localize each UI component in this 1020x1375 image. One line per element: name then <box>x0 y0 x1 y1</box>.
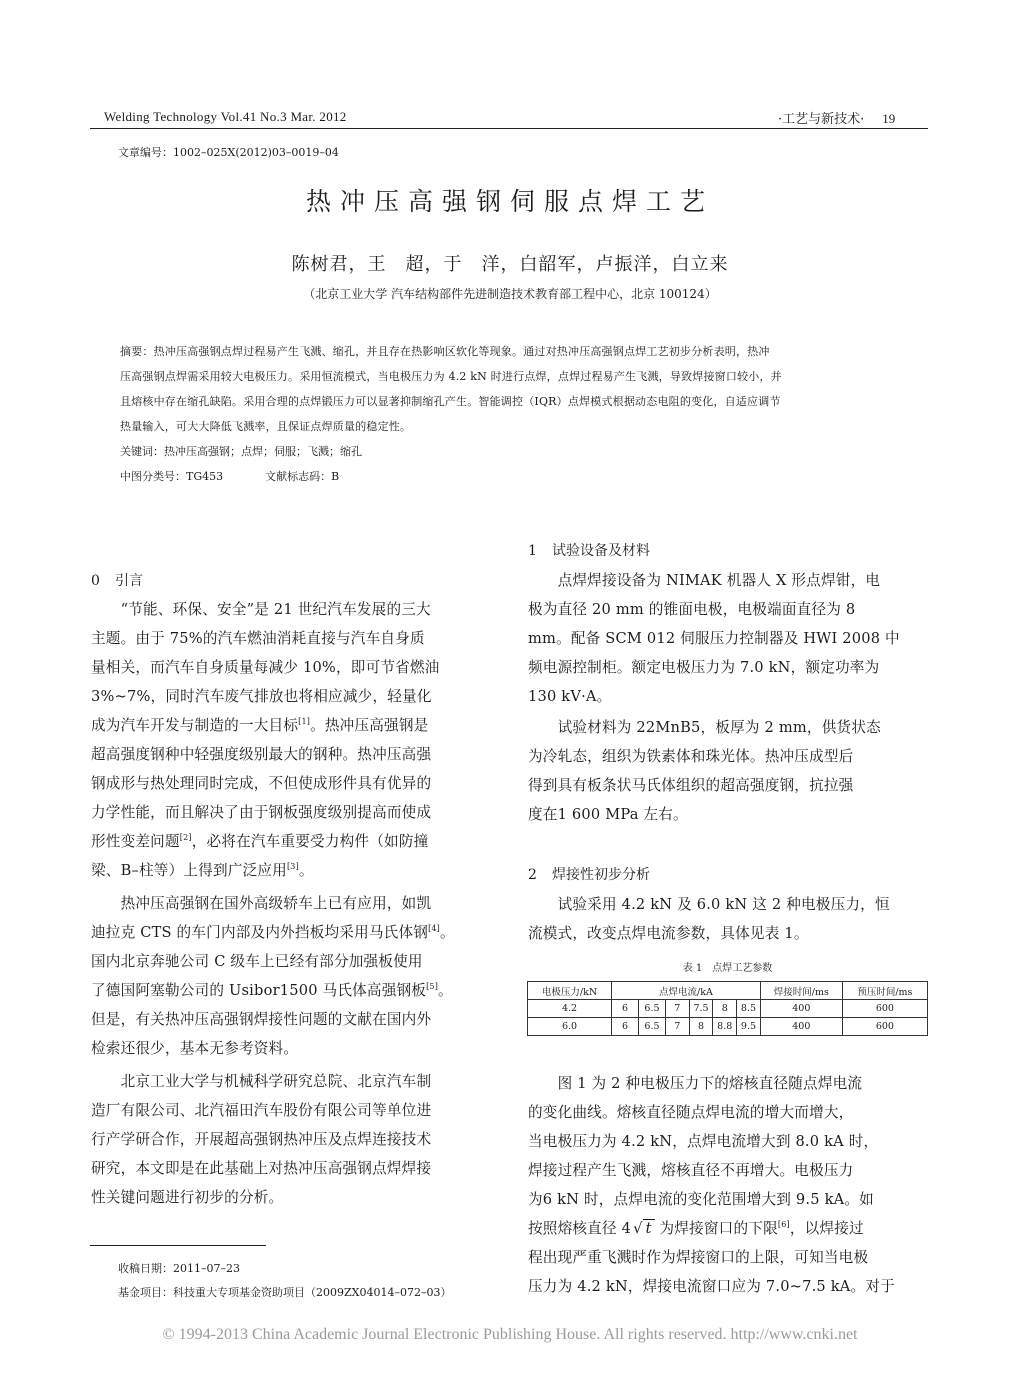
text-segment: 成为汽车开发与制造的一大目标 <box>91 717 299 734</box>
text-line: 焊接过程产生飞溅，熔核直径不再增大。电极压力 <box>528 1162 854 1179</box>
text-line: 当电极压力为 4.2 kN，点焊电流增大到 8.0 kA 时， <box>528 1133 879 1150</box>
text-line: 试验材料为 22MnB5，板厚为 2 mm，供货状态 <box>528 719 881 736</box>
text-segment: 。 <box>298 862 314 879</box>
text-segment: 按照熔核直径 4 <box>528 1220 632 1237</box>
text-segment: ，以焊接过 <box>789 1220 864 1237</box>
text-line: 钢成形与热处理同时完成，不但使成形件具有优异的 <box>91 775 432 792</box>
table-cell: 6.5 <box>639 1000 666 1018</box>
text-segment: ，必将在汽车重要受力构件（如防撞 <box>191 833 429 850</box>
section-2-heading <box>528 864 650 884</box>
text-line <box>91 921 455 942</box>
text-line: 得到具有板条状马氏体组织的超高强度钢，抗拉强 <box>528 777 854 794</box>
article-number: 文章编号：1002–025X(2012)03–0019–04 <box>118 146 339 159</box>
received-date: 收稿日期：2011–07–23 <box>118 1262 240 1275</box>
text-line: 频电源控制柜。额定电极压力为 7.0 kN，额定功率为 <box>528 659 880 676</box>
text-segment: 。 <box>438 982 453 999</box>
section-0-heading <box>91 570 143 590</box>
table-cell: 6.5 <box>639 1018 666 1036</box>
text-line: 国内北京奔驰公司 C 级车上已经有部分加强板使用 <box>91 953 423 970</box>
document-code: 文献标志码：B <box>265 470 340 483</box>
table-row <box>528 1018 928 1036</box>
table-cell: 4.2 <box>528 1000 612 1018</box>
table-cell: 400 <box>760 1000 842 1018</box>
text-line: 流模式，改变点焊电流参数，具体见表 1。 <box>528 925 809 942</box>
journal-header: Welding Technology Vol.41 No.3 Mar. 2012 <box>104 109 347 124</box>
text-line: 3%~7%，同时汽车废气排放也将相应减少，轻量化 <box>91 688 432 705</box>
sqrt-radicand: t <box>643 1219 655 1237</box>
copyright-watermark: © 1994-2013 China Academic Journal Electronic Publishing House. All rights reserved. http://www.cnki.net <box>162 1326 858 1343</box>
table-cell: 8.5 <box>737 1000 761 1018</box>
clc-number: 中图分类号：TG453 <box>120 470 224 483</box>
table-row <box>528 1000 928 1018</box>
text-line: 程出现严重飞溅时作为焊接窗口的上限，可知当电极 <box>528 1249 869 1266</box>
sqrt-symbol: √ <box>633 1220 643 1237</box>
text-line: “节能、环保、安全”是 21 世纪汽车发展的三大 <box>91 601 431 618</box>
text-line: 130 kV·A。 <box>528 688 612 705</box>
text-line: 量相关，而汽车自身质量每减少 10%，即可节省燃油 <box>91 659 440 676</box>
citation: [5] <box>426 982 439 991</box>
section-number: 1 <box>528 543 537 559</box>
table-cell: 7.5 <box>689 1000 713 1018</box>
citation: [3] <box>286 862 299 871</box>
text-line: 超高强度钢种中轻强度级别最大的钢种。热冲压高强 <box>91 746 432 763</box>
section-1-heading <box>528 540 650 560</box>
fund-note: 基金项目：科技重大专项基金资助项目（2009ZX04014–072–03） <box>118 1286 452 1299</box>
text-line: 行产学研合作，开展超高强钢热冲压及点焊连接技术 <box>91 1131 432 1148</box>
text-line: 研究，本文即是在此基础上对热冲压高强钢点焊焊接 <box>91 1160 432 1177</box>
text-segment: 。热冲压高强钢是 <box>310 717 429 734</box>
table-header: 点焊电流/kA <box>612 982 761 1000</box>
text-segment: 。 <box>440 924 455 941</box>
section-title: 试验设备及材料 <box>552 543 650 559</box>
section-header <box>778 108 895 127</box>
text-segment: 形性变差问题 <box>91 833 180 850</box>
table-cell: 7 <box>665 1018 689 1036</box>
table-cell: 6.0 <box>528 1018 612 1036</box>
text-line: 北京工业大学与机械科学研究总院、北京汽车制 <box>91 1073 432 1090</box>
table-cell: 9.5 <box>737 1018 761 1036</box>
table-header: 预压时间/ms <box>842 982 927 1000</box>
text-line: mm。配备 SCM 012 伺服压力控制器及 HWI 2008 中 <box>528 630 900 647</box>
table-cell: 7 <box>665 1000 689 1018</box>
affiliation: （北京工业大学 汽车结构部件先进制造技术教育部工程中心，北京 100124） <box>303 287 717 301</box>
table-cell: 6 <box>612 1018 639 1036</box>
text-line: 但是，有关热冲压高强钢焊接性问题的文献在国内外 <box>91 1011 432 1028</box>
table-header: 焊接时间/ms <box>760 982 842 1000</box>
text-segment: 迪拉克 CTS 的车门内部及内外挡板均采用马氏体钢 <box>91 924 429 941</box>
table-1 <box>527 981 928 1036</box>
text-segment: 梁、B–柱等）上得到广泛应用 <box>91 862 287 879</box>
footnote-rule <box>90 1245 266 1246</box>
citation: [6] <box>777 1220 790 1229</box>
text-line <box>91 714 428 735</box>
section-number: 2 <box>528 867 537 883</box>
table-cell: 6 <box>612 1000 639 1018</box>
citation: [2] <box>179 833 192 842</box>
table-header: 电极压力/kN <box>528 982 612 1000</box>
table-cell: 8 <box>689 1018 713 1036</box>
text-line: 度在1 600 MPa 左右。 <box>528 806 688 823</box>
page-number: 19 <box>882 111 896 126</box>
authors: 陈树君，王 超，于 洋，白韶军，卢振洋，白立来 <box>291 254 729 275</box>
text-line: 检索还很少，基本无参考资料。 <box>91 1040 299 1057</box>
text-line <box>91 859 314 880</box>
abstract-line: 摘要：热冲压高强钢点焊过程易产生飞溅、缩孔，并且存在热影响区软化等现象。通过对热冲压高强钢点焊工艺初步分析表明，热冲 <box>120 345 770 358</box>
text-line: 点焊焊接设备为 NIMAK 机器人 X 形点焊钳，电 <box>528 572 881 589</box>
text-line: 的变化曲线。熔核直径随点焊电流的增大而增大， <box>528 1104 854 1121</box>
text-line: 主题。由于 75%的汽车燃油消耗直接与汽车自身质 <box>91 630 425 647</box>
abstract-line: 且熔核中存在缩孔缺陷。采用合理的点焊锻压力可以显著抑制缩孔产生。智能调控（IQR）点焊模式根据动态电阻的变化，自适应调节 <box>120 395 781 408</box>
table-cell: 600 <box>842 1000 927 1018</box>
text-line: 试验采用 4.2 kN 及 6.0 kN 这 2 种电极压力，恒 <box>528 896 890 913</box>
table-caption: 表 1 点焊工艺参数 <box>682 963 773 974</box>
text-line <box>91 979 453 1000</box>
text-line <box>91 830 428 851</box>
section-number: 0 <box>91 573 100 589</box>
section-title: 引言 <box>115 573 143 589</box>
classification <box>120 468 339 484</box>
table-header-row <box>528 982 928 1000</box>
text-line: 图 1 为 2 种电极压力下的熔核直径随点焊电流 <box>528 1075 863 1092</box>
citation: [4] <box>428 924 440 933</box>
section-title: 焊接性初步分析 <box>552 867 650 883</box>
text-line: 造厂有限公司、北汽福田汽车股份有限公司等单位进 <box>91 1102 432 1119</box>
text-line: 性关键问题进行初步的分析。 <box>91 1189 284 1206</box>
header-rule <box>90 128 928 129</box>
text-line: 热冲压高强钢在国外高级轿车上已有应用，如凯 <box>91 895 432 912</box>
parameter-table <box>527 981 928 1036</box>
text-line <box>528 1217 864 1238</box>
table-cell: 8.8 <box>713 1018 737 1036</box>
abstract-line: 压高强钢点焊需采用较大电极压力。采用恒流模式，当电极压力为 4.2 kN 时进行点焊，点焊过程易产生飞溅，导致焊接窗口较小，并 <box>120 370 782 383</box>
section-label: ·工艺与新技术· <box>778 112 865 127</box>
table-cell: 400 <box>760 1018 842 1036</box>
text-segment: 为焊接窗口的下限 <box>654 1220 778 1237</box>
table-cell: 8 <box>713 1000 737 1018</box>
text-line: 极为直径 20 mm 的锥面电极，电极端面直径为 8 <box>528 601 856 618</box>
table-cell: 600 <box>842 1018 927 1036</box>
text-line: 为6 kN 时，点焊电流的变化范围增大到 9.5 kA。如 <box>528 1191 874 1208</box>
text-segment: 了德国阿塞勒公司的 Usibor1500 马氏体高强钢板 <box>91 982 427 999</box>
keywords: 关键词：热冲压高强钢；点焊；伺服；飞溅；缩孔 <box>120 445 362 458</box>
text-line: 为冷轧态，组织为铁素体和珠光体。热冲压成型后 <box>528 748 854 765</box>
abstract-line: 热量输入，可大大降低飞溅率，且保证点焊质量的稳定性。 <box>120 420 412 433</box>
text-line: 力学性能，而且解决了由于钢板强度级别提高而使成 <box>91 804 432 821</box>
text-line: 压力为 4.2 kN，焊接电流窗口应为 7.0~7.5 kA。对于 <box>528 1278 895 1295</box>
paper-title: 热冲压高强钢伺服点焊工艺 <box>305 187 714 216</box>
citation: [1] <box>298 717 311 726</box>
